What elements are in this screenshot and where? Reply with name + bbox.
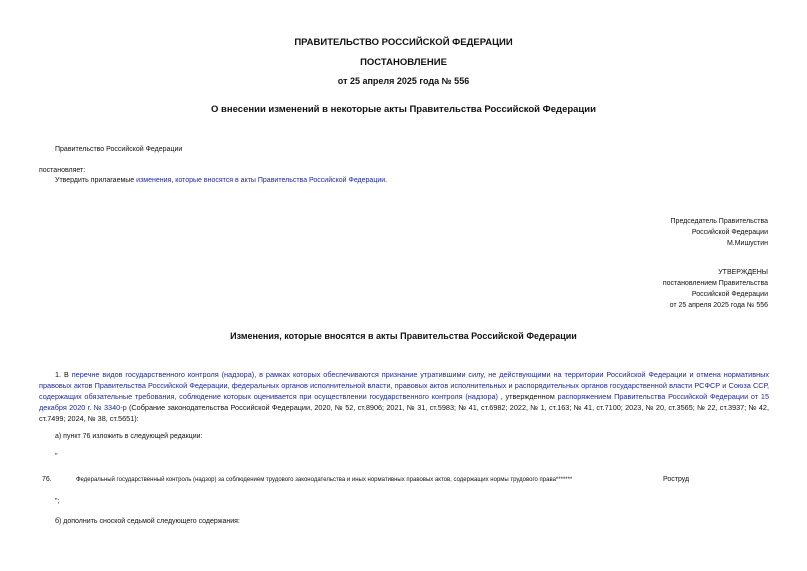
signature-position-1: Председатель Правительства (670, 218, 768, 225)
signature-name: М.Мишустин (726, 240, 768, 247)
order-3340-link[interactable]: распоряжением Правительства Российской Федерации от 15 декабря 2020 г. № 3340-р (39, 392, 770, 412)
quote-open: " (55, 453, 58, 460)
approved-heading: УТВЕРЖДЕНЫ (718, 269, 768, 276)
sub-item-b: б) дополнить сноской седьмой следующего содержания: (55, 518, 240, 525)
approved-line-3: Российской Федерации (691, 291, 768, 298)
government-heading: ПРАВИТЕЛЬСТВО РОССИЙСКОЙ ФЕДЕРАЦИИ (294, 37, 513, 48)
approve-prefix: Утвердить прилагаемые (55, 177, 135, 184)
quote-close: "; (55, 498, 60, 505)
row-76-agency: Роструд (663, 476, 690, 483)
row-76-text: Федеральный государственный контроль (надзор) за соблюдением трудового законодательства и иных нормативных правовых актов, содержащих нормы трудового права******* (76, 477, 573, 483)
control-list-link[interactable]: перечне видов государственного контроля (надзора), в рамках которых обеспечиваются признание утратившими силу, не действующими на территории Российской Федерации и отмена нормативных правовых актов Правительства Российской Федерации, федеральных органов исполнительной власти, правовых актов исполнительных и распорядительных органов государственной власти РСФСР и Союза ССР, содержащих обязательные требования, соблюдение которых оценивается при осуществлении государственного контроля (надзора) (39, 370, 770, 401)
changes-link[interactable]: изменения, которые вносятся в акты Правительства Российской Федерации (136, 177, 386, 184)
approve-line (55, 177, 387, 184)
approved-line-2: постановлением Правительства (662, 280, 768, 287)
item-1-prefix: 1. В (55, 370, 69, 379)
item-1-paragraph (39, 369, 769, 424)
decides-line: постановляет: (39, 167, 86, 174)
sub-item-a: а) пункт 76 изложить в следующей редакции: (55, 433, 203, 440)
row-76-number: 76. (42, 476, 52, 483)
item-1-suffix: (Собрание законодательства Российской Федерации, 2020, № 52, ст.8906; 2021, № 31, ст.5983; № 41, ст.6982; 2022, № 1, ст.163; № 41, ст.7100; 2023, № 20, ст.3565; № 22, ст.3937; № 42, ст.7499; 2024, № 38, ст.5651): (39, 403, 769, 423)
approve-suffix: . (385, 177, 388, 184)
document-date-number: от 25 апреля 2025 года № 556 (337, 76, 470, 86)
item-1-mid: , утвержденном (500, 392, 555, 401)
changes-title: Изменения, которые вносятся в акты Правительства Российской Федерации (230, 331, 577, 341)
approved-date-number: от 25 апреля 2025 года № 556 (669, 302, 768, 309)
signature-position-2: Российской Федерации (691, 229, 768, 236)
document-type: ПОСТАНОВЛЕНИЕ (360, 57, 447, 68)
government-line: Правительство Российской Федерации (55, 146, 183, 153)
document-title: О внесении изменений в некоторые акты Правительства Российской Федерации (211, 104, 596, 115)
